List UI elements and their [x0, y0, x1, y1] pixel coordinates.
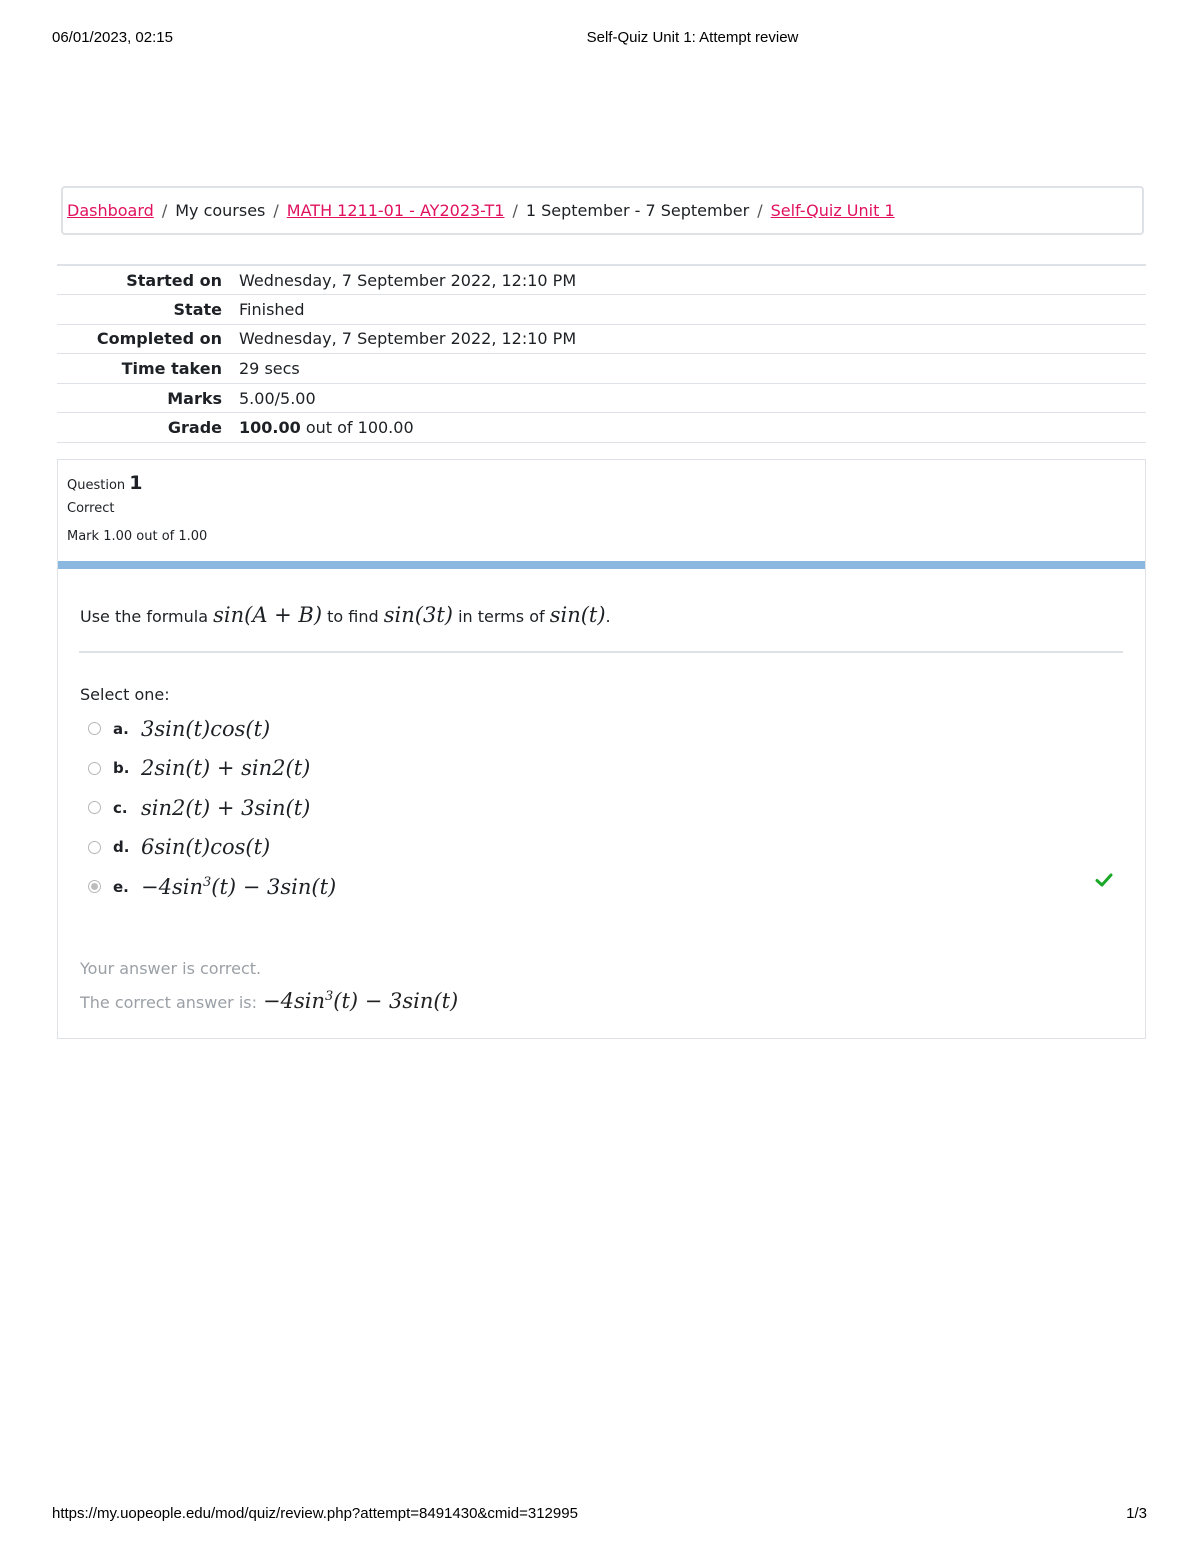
time-taken-label: Time taken [121, 359, 222, 379]
radio-button[interactable] [88, 762, 101, 775]
question-number-value: 1 [129, 472, 143, 494]
summary-row-state [57, 295, 1146, 325]
correct-answer-sup: 3 [324, 989, 334, 1004]
attempt-summary-table [57, 264, 1146, 443]
question-math-base: sin(t) [549, 603, 606, 627]
radio-button-selected[interactable] [88, 880, 101, 893]
marks-value: 5.00/5.00 [239, 388, 316, 408]
breadcrumb-section: 1 September - 7 September [525, 201, 750, 220]
breadcrumb-separator: / [161, 201, 168, 220]
answer-math [141, 875, 336, 899]
question-text-part: Use the formula [80, 607, 209, 626]
answer-option-c[interactable] [88, 788, 336, 828]
answer-letter: b. [113, 759, 130, 778]
answer-math: 3sin(t)cos(t) [141, 716, 271, 741]
print-header [0, 29, 1200, 49]
state-value: Finished [239, 299, 305, 319]
question-state: Correct [67, 501, 115, 516]
question-feedback [58, 939, 1145, 1038]
question-number [67, 472, 207, 496]
grade-suffix: out of 100.00 [305, 418, 414, 438]
grade-value-cell [239, 413, 1146, 443]
answer-math-sup: 3 [202, 874, 212, 890]
breadcrumb-separator: / [273, 201, 279, 220]
answer-letter: c. [113, 798, 128, 817]
answer-math-part: −4sin [141, 874, 203, 899]
summary-row-grade [57, 413, 1146, 443]
grade-label: Grade [167, 418, 222, 438]
started-on-value: Wednesday, 7 September 2022, 12:10 PM [239, 270, 577, 290]
marks-label: Marks [167, 388, 222, 408]
radio-button[interactable] [88, 722, 101, 735]
summary-row-time [57, 354, 1146, 384]
answer-letter: e. [113, 877, 129, 896]
breadcrumb-my-courses: My courses [175, 201, 266, 220]
radio-button[interactable] [88, 841, 101, 854]
print-footer [0, 1505, 1200, 1525]
print-url: https://my.uopeople.edu/mod/quiz/review.php?attempt=8491430&cmid=312995 [52, 1505, 578, 1522]
question-divider [79, 651, 1123, 653]
question-math-formula: sin(A + B) [213, 603, 323, 627]
grade-value: 100.00 [239, 418, 301, 438]
answer-letter: a. [113, 719, 129, 738]
question-formulation [58, 561, 1145, 939]
summary-row-marks [57, 383, 1146, 413]
answer-math-part: (t) − 3sin(t) [211, 874, 337, 899]
question-text-part: . [605, 607, 611, 626]
answer-option-a[interactable] [88, 709, 336, 749]
question-text-part: to find [327, 607, 379, 626]
breadcrumb-quiz-link[interactable]: Self-Quiz Unit 1 [770, 201, 895, 220]
answer-math: sin2(t) + 3sin(t) [141, 795, 311, 820]
print-datetime: 06/01/2023, 02:15 [52, 29, 173, 46]
correct-answer-part: −4sin [263, 989, 325, 1013]
question-info [67, 472, 207, 544]
correct-answer-part: (t) − 3sin(t) [333, 989, 459, 1013]
radio-button[interactable] [88, 801, 101, 814]
question-math-target: sin(3t) [383, 603, 453, 627]
select-one-prompt: Select one: [80, 685, 170, 704]
correct-answer-label: The correct answer is: [80, 993, 257, 1012]
question-text [80, 603, 611, 627]
question-card [57, 459, 1146, 1039]
correct-answer-line [80, 989, 458, 1013]
feedback-text: Your answer is correct. [80, 959, 262, 978]
question-text-part: in terms of [458, 607, 545, 626]
completed-on-value: Wednesday, 7 September 2022, 12:10 PM [239, 329, 577, 349]
summary-row-completed [57, 324, 1146, 354]
completed-on-label: Completed on [96, 329, 222, 349]
print-page-number: 1/3 [1126, 1505, 1147, 1522]
question-label: Question [67, 478, 126, 493]
answer-option-d[interactable] [88, 828, 336, 868]
correct-answer-math [263, 989, 458, 1013]
question-grade: Mark 1.00 out of 1.00 [67, 529, 208, 544]
state-label: State [173, 299, 222, 319]
answer-letter: d. [113, 838, 130, 857]
breadcrumb-dashboard-link[interactable]: Dashboard [67, 201, 154, 220]
answer-list [88, 709, 336, 907]
time-taken-value: 29 secs [239, 359, 300, 379]
print-title: Self-Quiz Unit 1: Attempt review [586, 29, 799, 46]
breadcrumb-course-link[interactable]: MATH 1211-01 - AY2023-T1 [286, 201, 505, 220]
breadcrumb [61, 186, 1144, 235]
started-on-label: Started on [126, 270, 222, 290]
answer-math: 2sin(t) + sin2(t) [141, 756, 311, 781]
summary-row-started [57, 265, 1146, 295]
answer-option-e[interactable] [88, 867, 336, 907]
breadcrumb-separator: / [757, 201, 763, 220]
answer-math: 6sin(t)cos(t) [141, 835, 271, 860]
answer-option-b[interactable] [88, 749, 336, 789]
breadcrumb-separator: / [512, 201, 518, 220]
correct-check-icon [1095, 871, 1113, 889]
